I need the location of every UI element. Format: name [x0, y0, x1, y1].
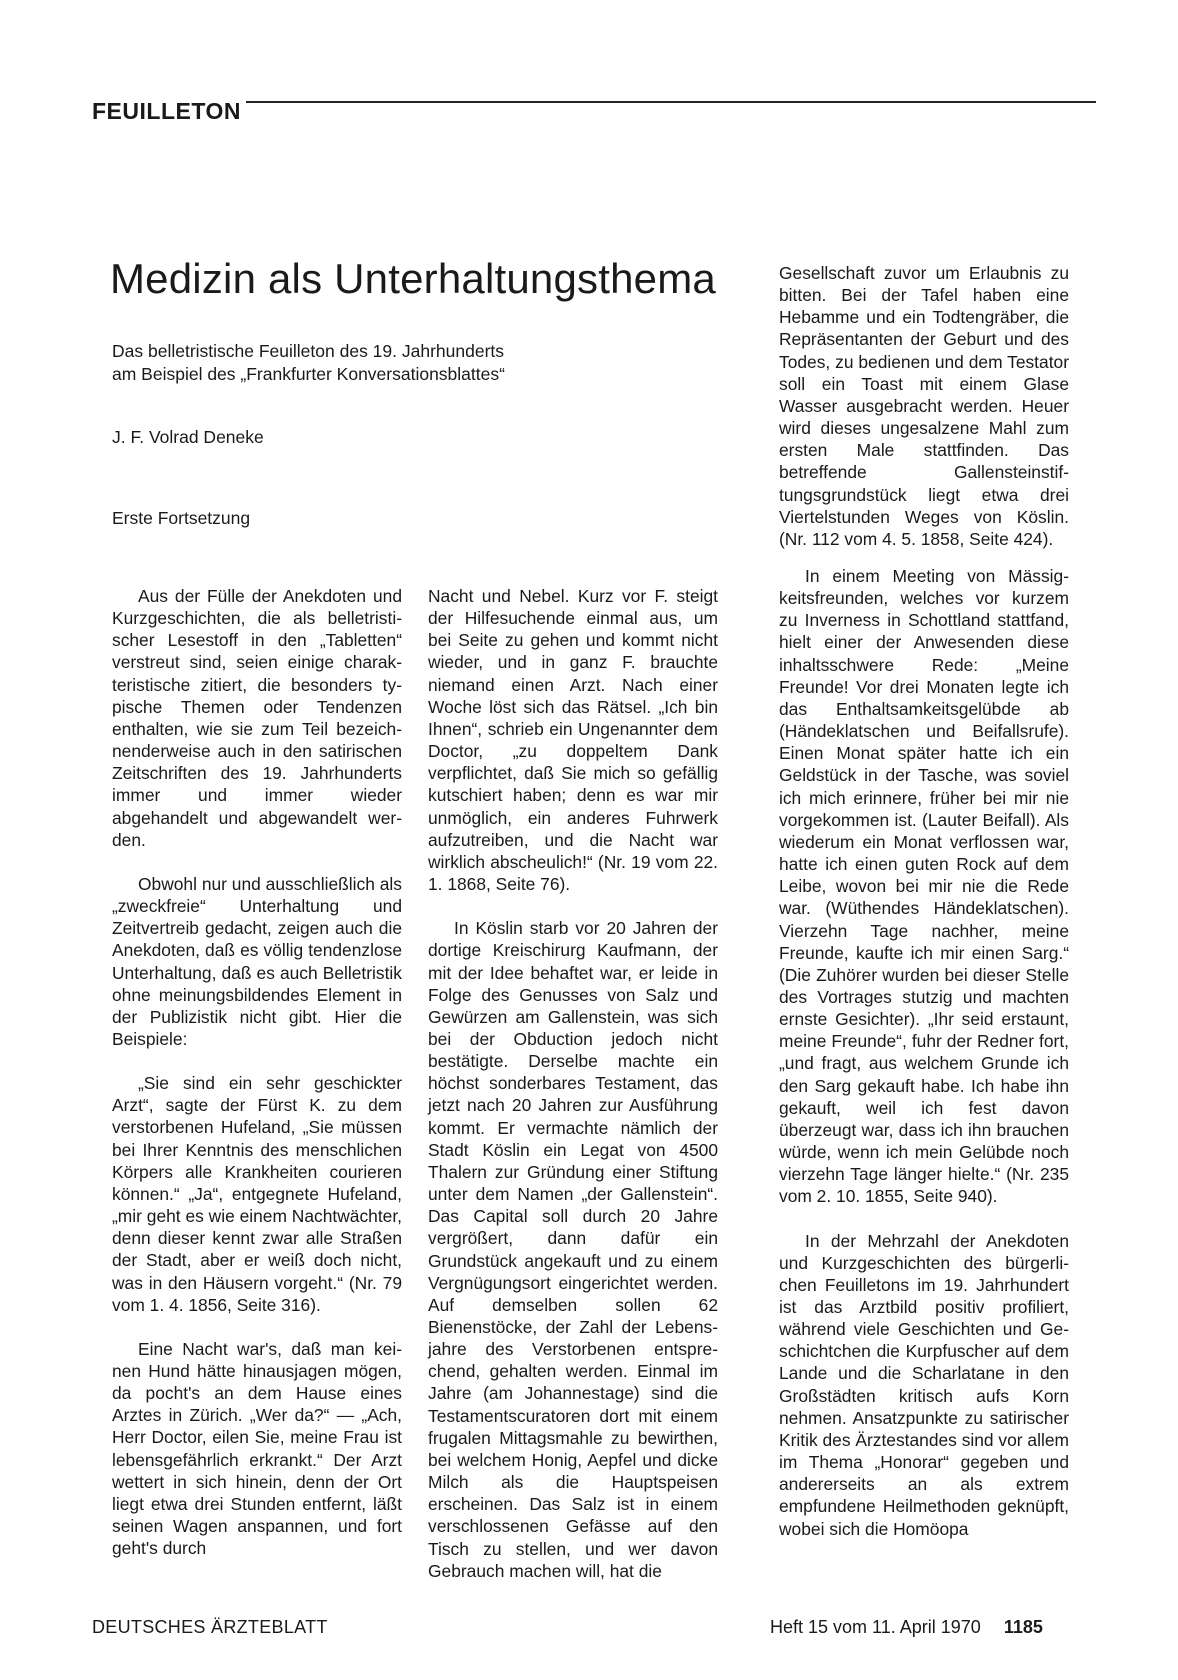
- paragraph: Gesellschaft zuvor um Erlaubnis zu bitten. Bei der Tafel haben eine Hebamme und ein Todtengräber, die Repräsentanten der Geburt und des Todes, zu bedienen und dem Testator soll ein Toast mit einem Glase Wasser ausgebracht werden. Heuer wird dieses ungesalzene Mahl zum ersten Male stattfinden. Das betreffende Gallensteinstiftungsgrundstück liegt etwa drei Viertelstunden Weges von Köslin. (Nr. 112 vom 4. 5. 1858, Seite 424).: [779, 263, 1069, 549]
- paragraph: „Sie sind ein sehr geschickter Arzt“, sagte der Fürst K. zu dem verstorbenen Hufeland, „Sie müssen bei Ihrer Kenntnis des menschlichen Körpers alle Krankheiten courieren können.“ „Ja“, entgegnete Hufeland, „mir geht es wie einem Nachtwächter, denn dieser kennt zwar alle Straßen der Stadt, aber er weiß doch nicht, was in den Häusern vorgeht.“ (Nr. 79 vom 1. 4. 1856, Seite 316).: [112, 1073, 402, 1315]
- subtitle-line: am Beispiel des „Frankfurter Konversationsblattes“: [112, 364, 505, 384]
- paragraph: Eine Nacht war's, daß man keinen Hund hätte hinausjagen mögen, da pocht's an dem Hause eines Arztes in Zürich. „Wer da?“ — „Ach, Herr Doctor, eilen Sie, meine Frau ist lebensgefährlich erkrankt.“ Der Arzt wettert in sich hinein, denn der Ort liegt etwa drei Stunden entfernt, läßt seinen Wagen anspannen, und fort geht's durch: [112, 1338, 402, 1559]
- header-rule: [246, 101, 1096, 103]
- paragraph: Nacht und Nebel. Kurz vor F. steigt der Hilfesuchende einmal aus, um bei Seite zu gehen und kommt nicht wieder, und in ganz F. brauchte niemand einen Arzt. Nach einer Woche löst sich das Rätsel. „Ich bin Ihnen“, schrieb ein Ungenannter dem Doctor, „zu doppeltem Dank verpflichtet, daß Sie mich so gefällig kutschiert haben; denn es war mir unmöglich, ein anderes Fuhrwerk aufzutreiben, und die Nacht war wirklich abscheulich!“ (Nr. 19 vom 22. 1. 1868, Seite 76).: [428, 586, 718, 895]
- paragraph: Aus der Fülle der Anekdoten und Kurzgeschichten, die als belletristischer Lesestoff in den „Tabletten“ verstreut sind, seien einige charakteristische zitiert, die besonders typische Themen oder Tendenzen enthalten, wie sie zum Teil bezeichnenderweise auch in den satirischen Zeitschriften des 19. Jahrhunderts immer und immer wieder abgehandelt und abgewandelt werden.: [112, 586, 402, 850]
- text-column-1: [112, 585, 402, 1559]
- section-label: FEUILLETON: [92, 98, 241, 124]
- article-title: Medizin als Unterhaltungsthema: [110, 255, 716, 302]
- paragraph: In der Mehrzahl der Anekdoten und Kurzgeschichten des bürgerlichen Feuilletons im 19. Jahrhundert ist das Arztbild positiv profiliert, während viele Geschichten und Geschichtchen die Kurpfuscher auf dem Lande und die Scharlatane in den Großstädten kritisch aufs Korn nehmen. Ansatzpunkte zu satirischer Kritik des Ärztestandes sind vor allem im Thema „Honorar“ gegeben und andererseits an als extrem empfundene Heilmethoden geknüpft, wobei sich die Homöopa: [779, 1230, 1069, 1539]
- paragraph: In Köslin starb vor 20 Jahren der dortige Kreischirurg Kaufmann, der mit der Idee behaftet war, er leide in Folge des Genusses von Salz und Gewürzen am Gallenstein, was sich bei der Obduction jedoch nicht bestätigte. Derselbe machte ein höchst sonderbares Testament, das jetzt nach 20 Jahren zur Ausführung kommt. Er vermachte nämlich der Stadt Köslin ein Legat von 4500 Thalern zur Gründung einer Stiftung unter dem Namen „der Gallenstein“. Das Capital soll durch 20 Jahre vergrößert, dann dafür ein Grundstück angekauft und zu einem Vergnügungsort eingerichtet werden. Auf demselben sollen 62 Bienenstöcke, der Zahl der Lebensjahre des Verstorbenen entsprechend, gehalten werden. Einmal im Jahre (am Johannestage) sind die Testamentscuratoren dort mit einem frugalen Mittagsmahle zu bewirthen, bei welchem Honig, Aepfel und dicke Milch als die Hauptspeisen erscheinen. Das Salz ist in einem verschlossenen Gefässe auf den Tisch zu stellen, und wer davon Gebrauch machen will, hat die: [428, 918, 718, 1581]
- article-author: J. F. Volrad Deneke: [112, 427, 264, 447]
- continuation-note: Erste Fortsetzung: [112, 508, 251, 528]
- text-column-3: [779, 565, 1069, 1540]
- paragraph: Obwohl nur und ausschließlich als „zweckfreie“ Unterhaltung und Zeitvertreib gedacht, zeigen auch die Anekdoten, daß es völlig tendenzlose Unterhaltung, daß es auch Belletristik ohne meinungsbildendes Element in der Publizistik nicht gibt. Hier die Beispiele:: [112, 873, 402, 1049]
- footer-issue-info: [770, 1617, 1043, 1638]
- subtitle-line: Das belletristische Feuilleton des 19. Jahrhunderts: [112, 341, 505, 361]
- paragraph: In einem Meeting von Mässigkeitsfreunden, welches vor kurzem zu Inverness in Schottland stattfand, hielt einer der Anwesenden diese inhaltsschwere Rede: „Meine Freunde! Vor drei Monaten legte ich das Enthaltsamkeitsgelübde ab (Händeklatschen und Beifallsrufe). Einen Monat später hatte ich ein Geldstück in der Tasche, was soviel ich mich erinnere, früher bei mir nie vorgekommen ist. (Lauter Beifall). Als wiederum ein Monat verflossen war, hatte ich einen guten Rock auf dem Leibe, wovon bei mir nie die Rede war. (Wüthendes Händeklatschen). Vierzehn Tage nachher, meine Freunde, kaufte ich mir einen Sarg.“ (Die Zuhörer wurden bei dieser Stelle des Vortrages stutzig und machten ernste Gesichter). „Ihr seid erstaunt, meine Freunde“, fuhr der Redner fort, „und fragt, aus welchem Grunde ich den Sarg gekauft habe. Ich habe ihn gekauft, weil ich fest davon überzeugt war, dass ich ihn brauchen würde, wenn ich mein Gelübde noch vierzehn Tage länger hielte.“ (Nr. 235 vom 2. 10. 1855, Seite 940).: [779, 566, 1069, 1207]
- footer-journal: DEUTSCHES ÄRZTEBLATT: [92, 1617, 328, 1637]
- text-column-3-top: [779, 262, 1069, 550]
- article-subtitle: [112, 340, 505, 386]
- text-column-2: [428, 585, 718, 1582]
- footer-issue: Heft 15 vom 11. April 1970: [770, 1617, 981, 1637]
- page-number: 1185: [1003, 1617, 1043, 1637]
